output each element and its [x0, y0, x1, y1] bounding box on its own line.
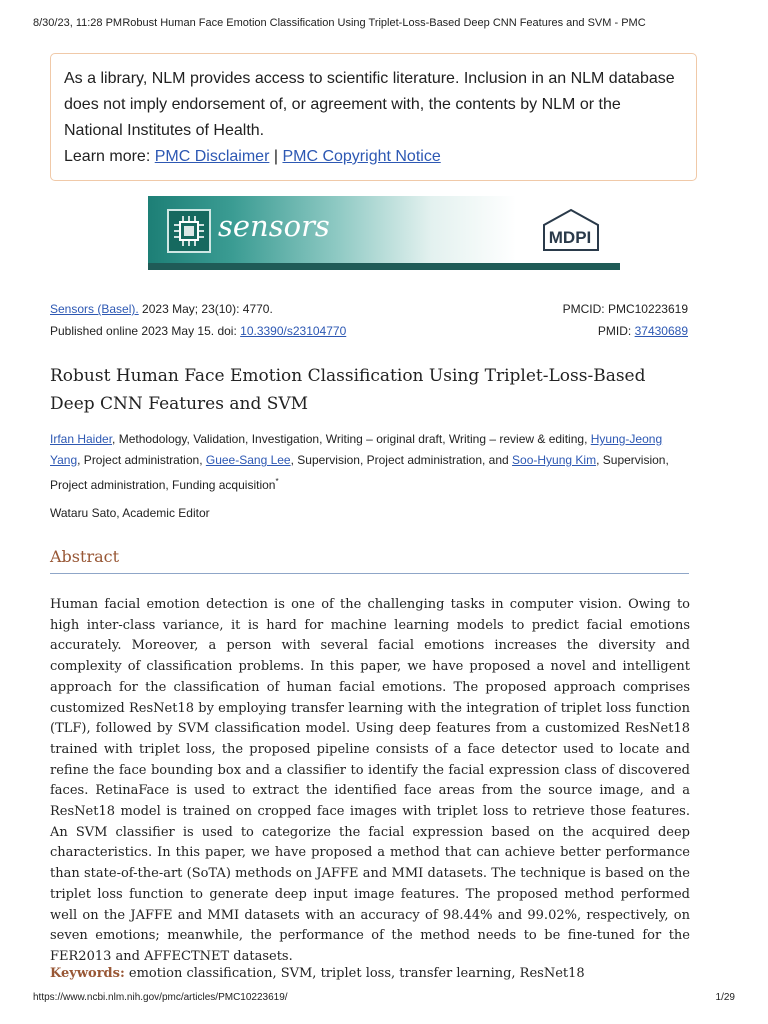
author-role: , Project administration, [77, 453, 206, 467]
journal-wordmark: sensors [218, 209, 330, 243]
keywords-label: Keywords: [50, 966, 125, 981]
pmc-copyright-link[interactable]: PMC Copyright Notice [282, 148, 441, 165]
citation-details: 2023 May; 23(10): 4770. [142, 302, 273, 316]
author-role: , Methodology, Validation, Investigation, Writing – original draft, Writing – review & editing, [112, 432, 591, 446]
abstract-heading: Abstract [50, 547, 689, 574]
pmid-label: PMID: [597, 324, 632, 338]
pmid-link[interactable]: 37430689 [634, 324, 688, 338]
keywords-text: emotion classification, SVM, triplet loss, transfer learning, ResNet18 [128, 966, 585, 981]
notice-text: As a library, NLM provides access to scientific literature. Inclusion in an NLM database does not imply endorsement of, or agreement with, the contents by NLM or the National Institutes of Health. [64, 70, 675, 139]
published-text: Published online 2023 May 15. doi: [50, 324, 237, 338]
author-link[interactable]: Guee-Sang Lee [205, 453, 291, 467]
author-link[interactable]: Soo-Hyung Kim [512, 453, 597, 467]
journal-link[interactable]: Sensors (Basel). [50, 302, 139, 316]
print-page-number: 1/29 [715, 992, 735, 1003]
academic-editor: Wataru Sato, Academic Editor [50, 506, 210, 520]
author-list [50, 429, 690, 496]
author-link[interactable]: Hyung-Jeong Yang [50, 432, 663, 467]
print-url: https://www.ncbi.nlm.nih.gov/pmc/articles/PMC10223619/ [33, 992, 288, 1003]
author-link[interactable]: Irfan Haider [50, 432, 113, 446]
doi-link[interactable]: 10.3390/s23104770 [240, 324, 347, 338]
notice-learn-more [64, 144, 683, 170]
pmid-line [598, 324, 688, 338]
corresponding-author-mark[interactable]: * [275, 477, 279, 486]
author-role: , Supervision, Project administration, and [290, 453, 513, 467]
chip-icon [167, 209, 211, 253]
pmcid: PMCID: PMC10223619 [562, 302, 688, 316]
print-page-title: Robust Human Face Emotion Classification Using Triplet-Loss-Based Deep CNN Features and SVM - PMC [122, 17, 646, 29]
print-datetime: 8/30/23, 11:28 PM [33, 17, 123, 29]
article-title: Robust Human Face Emotion Classification Using Triplet-Loss-Based Deep CNN Features and SVM [50, 366, 646, 414]
learn-more-label: Learn more: [64, 148, 151, 165]
keywords [50, 966, 690, 981]
nlm-notice [50, 53, 697, 181]
banner-bottom-bar [148, 263, 620, 270]
abstract-body: Human facial emotion detection is one of the challenging tasks in computer vision. Owing to high inter-class variance, it is hard for machine learning models to predict facial emotions accurately. Moreover, a person with several facial emotions increases the diversity and complexity of classification problems. In this paper, we have proposed a novel and intelligent approach for the classification of human facial emotions. The proposed approach comprises customized ResNet18 by employing transfer learning with the integration of triplet loss function (TLF), followed by SVM classification model. Using deep features from a customized ResNet18 trained with triplet loss, the proposed pipeline consists of a face detector used to locate and refine the face bounding box and a classifier to identify the facial expression class of discovered faces. RetinaFace is used to extract the identified face areas from the source image, and a ResNet18 model is trained on cropped face images with triplet loss to retrieve those features. An SVM classifier is used to categorize the facial expression based on the acquired deep characteristics. In this paper, we have proposed a method that can achieve better performance than state-of-the-art (SoTA) methods on JAFFE and MMI datasets. The technique is based on the triplet loss function to generate deep input image features. The proposed method performed well on the JAFFE and MMI datasets with an accuracy of 98.44% and 99.02%, respectively, on seven emotions; meanwhile, the performance of the method needs to be fine-tuned for the FER2013 and AFFECTNET datasets. [50, 597, 690, 964]
published-line [50, 324, 346, 338]
pmc-disclaimer-link[interactable]: PMC Disclaimer [154, 148, 270, 165]
mdpi-logo-text: MDPI [548, 228, 592, 247]
citation-line [50, 302, 273, 316]
mdpi-logo [538, 208, 604, 254]
author-role: , Supervision, Project administration, Funding acquisition [50, 453, 669, 492]
journal-banner[interactable] [148, 196, 620, 270]
notice-separator: | [273, 148, 278, 165]
